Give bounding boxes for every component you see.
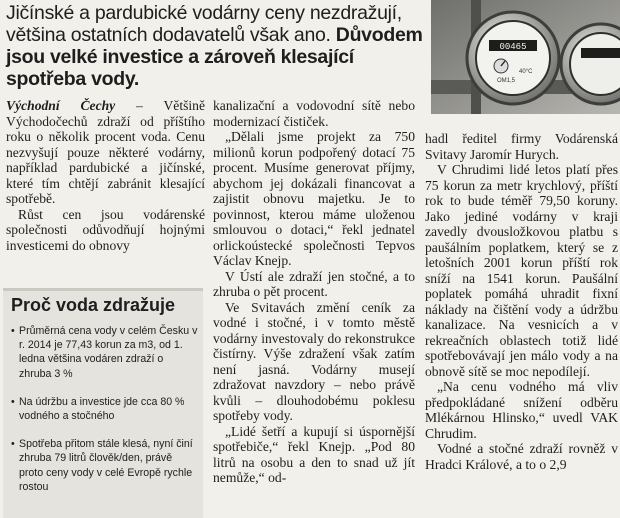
water-meter-photo [431,0,620,114]
info-box-bullets [11,324,198,508]
dateline: Východní Čechy [6,98,116,113]
headline-strong: Důvodem jsou velké investice a zároveň klesající spotřeba vody. [6,24,423,90]
info-box-title: Proč voda zdražuje [11,295,176,315]
column2-paragraph-0: kanalizační a vodovodní sítě nebo modernizací čističek. [213,98,415,129]
article-column-3 [425,131,618,472]
meter-counter: 00465 [499,42,527,52]
column2-paragraph-4: „Lidé šetří a kupují si úspornější spotřebiče,“ řekl Knejp. „Pod 80 litrů na osobu a den to snad už jít nemůže,“ od- [213,423,415,485]
bullet-item: • Spotřeba přitom stále klesá, nyní činí zhruba 79 litrů člověk/den, právě proto ceny vody v celé Evropě rychle rostou [11,437,198,494]
article-column-1 [6,98,205,253]
column3-paragraph-0: hadl ředitel firmy Vodárenská Svitavy Jaromír Hurych. [425,131,618,162]
headline-lead: Jičínské a pardubické vodárny ceny nezdražují, většina ostatních dodavatelů však ano. [6,2,402,46]
column1-paragraph-2: Růst cen jsou vodárenské společnosti odůvodňují hojnými investicemi do obnovy [6,206,205,253]
bullet-item: • Na údržbu a investice jde cca 80 % vodného a stočného [11,395,198,423]
column3-paragraph-3: Vodné a stočné zdraží rovněž v Hradci Králové, a to o 2,9 [425,441,618,472]
column3-paragraph-1: V Chrudimi lidé letos platí přes 75 korun za metr krychlový, příští rok to bude téměř 79,50 koruny. Jako jediné vodárny v kraji zavedly dvousložkovou platbu s paušálním poplatkem, který se z letošních 2001 korun příští rok sníží na 1541 korun. Paušální poplatek pomáhá uhradit fixní náklady na čištění vody a údržbu kanalizace. Na vesnicích a v rekreačních oblastech totiž lidé spotřebovávají jen málo vody a na obnově sítě se moc nepodílejí. [425,162,618,379]
info-box [3,288,203,518]
meter-temp: 40°C [519,69,533,75]
bullet-item: • Průměrná cena vody v celém Česku v r. 2014 je 77,43 korun za m3, od 1. ledna většina vodáren zdraží o zhruba 3 % [11,324,198,381]
column2-paragraph-2: V Ústí ale zdraží jen stočné, a to zhruba o pět procent. [213,268,415,299]
column2-paragraph-1: „Dělali jsme projekt za 750 milionů korun podpořený dotací 75 procent. Musíme generovat příjmy, abychom jej dokázali financovat a zajistit obnovu majetku. Je to povinnost, kterou máme uloženou smlouvou o dotaci,“ řekl jednatel orlickoústecké společnosti Tepvos Václav Knejp. [213,129,415,268]
article-column-2 [213,98,415,486]
meter-label: OM1,5 [497,78,516,84]
column2-paragraph-3: Ve Svitavách změní ceník za vodné i stočné, i v tomto městě vodárny investovaly do rekonstrukce čistírny. Výše zdražení však zatím není jasná. Vodárny musejí zdražovat navzdory – nebo právě kvůli – dlouhodobému poklesu spotřeby vody. [213,299,415,423]
column1-paragraph-1: Východní Čechy – Většině Východočechů zdraží od příštího roku o několik procent voda. Cenu nezvyšují pouze některé vodárny, například pardubické a jičínské, které tím chtějí zabránit klesající spotřebě. [6,98,205,206]
headline [6,2,426,90]
column3-paragraph-2: „Na cenu vodného má vliv předpokládané snížení odběru Mlékárnou Hlinsko,“ uvedl VAK Chrudim. [425,379,618,441]
water-meter-illustration [431,0,620,114]
